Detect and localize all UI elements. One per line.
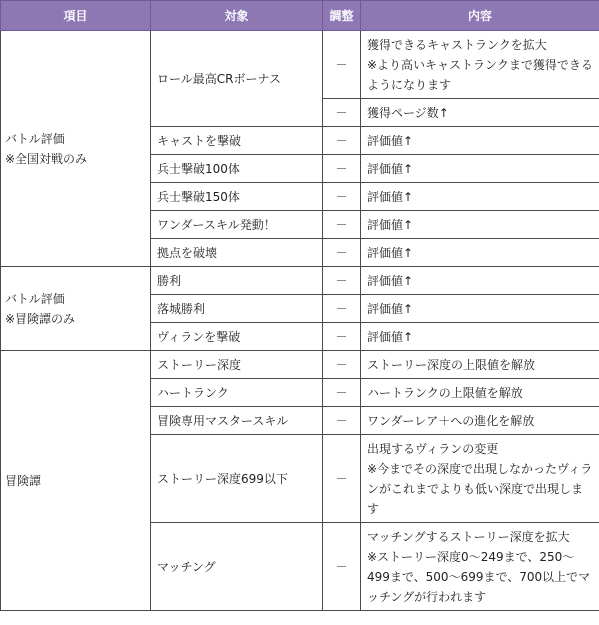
row-target: 兵士撃破150体	[151, 183, 323, 211]
row-content: 評価値↑	[361, 127, 599, 155]
row-content: 評価値↑	[361, 211, 599, 239]
row-content: 評価値↑	[361, 183, 599, 211]
category-adventure: 冒険譚	[1, 351, 151, 611]
row-content: 評価値↑	[361, 239, 599, 267]
header-content: 内容	[361, 1, 599, 31]
row-target: マッチング	[151, 523, 323, 611]
row-adjust: －	[323, 523, 361, 611]
row-target: ロール最高CRボーナス	[151, 31, 323, 127]
row-content: 評価値↑	[361, 323, 599, 351]
row-content: ワンダーレア＋への進化を解放	[361, 407, 599, 435]
row-content: 評価値↑	[361, 155, 599, 183]
row-adjust: －	[323, 435, 361, 523]
row-adjust: －	[323, 127, 361, 155]
row-content: ハートランクの上限値を解放	[361, 379, 599, 407]
header-adjust: 調整	[323, 1, 361, 31]
row-content: 評価値↑	[361, 295, 599, 323]
table-row	[1, 31, 599, 99]
row-content: 評価値↑	[361, 267, 599, 295]
row-content: 獲得ページ数↑	[361, 99, 599, 127]
row-adjust: －	[323, 239, 361, 267]
header-row	[1, 1, 599, 31]
row-adjust: －	[323, 379, 361, 407]
table-row	[1, 351, 599, 379]
category-label: バトル評価 ※全国対戦のみ	[5, 131, 88, 166]
row-adjust: －	[323, 183, 361, 211]
row-adjust: －	[323, 295, 361, 323]
table-row	[1, 267, 599, 295]
row-adjust: －	[323, 407, 361, 435]
row-adjust: －	[323, 155, 361, 183]
category-battle-adventure	[1, 267, 151, 351]
row-target: 勝利	[151, 267, 323, 295]
row-target: ストーリー深度	[151, 351, 323, 379]
row-target: 落城勝利	[151, 295, 323, 323]
row-target: ワンダースキル発動！	[151, 211, 323, 239]
row-adjust: －	[323, 211, 361, 239]
row-content: ストーリー深度の上限値を解放	[361, 351, 599, 379]
row-adjust: －	[323, 323, 361, 351]
row-target: 拠点を破壊	[151, 239, 323, 267]
header-target: 対象	[151, 1, 323, 31]
category-label: バトル評価 ※冒険譚のみ	[5, 291, 76, 326]
row-adjust: －	[323, 99, 361, 127]
row-adjust: －	[323, 267, 361, 295]
row-adjust: －	[323, 351, 361, 379]
row-adjust: －	[323, 31, 361, 99]
row-target: 冒険専用マスタースキル	[151, 407, 323, 435]
row-content: マッチングするストーリー深度を拡大 ※ストーリー深度0～249まで、250～499まで、500～699まで、700以上でマッチングが行われます	[361, 523, 599, 611]
row-target: 兵士撃破100体	[151, 155, 323, 183]
category-battle-national	[1, 31, 151, 267]
header-item: 項目	[1, 1, 151, 31]
row-target: ハートランク	[151, 379, 323, 407]
row-target: ストーリー深度699以下	[151, 435, 323, 523]
row-content: 出現するヴィランの変更 ※今までその深度で出現しなかったヴィランがこれまでよりも低い深度で出現します	[361, 435, 599, 523]
row-target: ヴィランを撃破	[151, 323, 323, 351]
row-target: キャストを撃破	[151, 127, 323, 155]
row-content: 獲得できるキャストランクを拡大 ※より高いキャストランクまで獲得できるようになります	[361, 31, 599, 99]
